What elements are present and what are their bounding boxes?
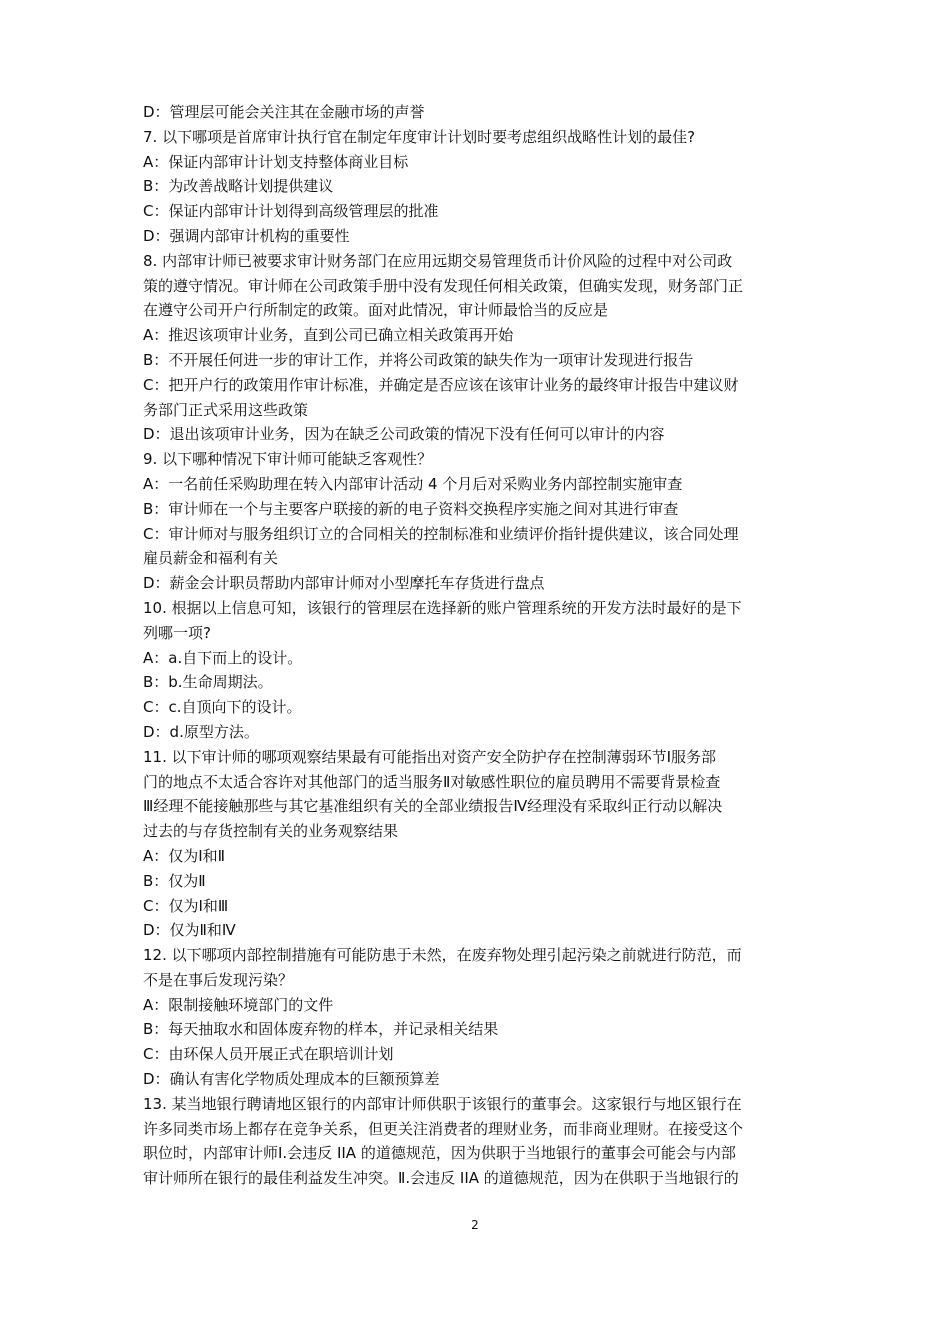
text-line: 许多同类市场上都存在竞争关系，但更关注消费者的理财业务，而非商业理财。在接受这个	[143, 1119, 744, 1138]
text-line: A：推迟该项审计业务，直到公司已确立相关政策再开始	[143, 326, 514, 345]
text-line: B：不开展任何进一步的审计工作，并将公司政策的缺失作为一项审计发现进行报告	[143, 350, 694, 369]
text-line: B：仅为Ⅱ	[143, 871, 206, 890]
text-line: Ⅲ经理不能接触那些与其它基准组织有关的全部业绩报告Ⅳ经理没有采取纠正行动以解决	[143, 797, 723, 816]
text-line: C：由环保人员开展正式在职培训计划	[143, 1045, 394, 1064]
text-line: 12. 以下哪项内部控制措施有可能防患于未然，在废弃物处理引起污染之前就进行防范，而	[143, 946, 742, 965]
text-line: 在遵守公司开户行所制定的政策。面对此情况，审计师最恰当的反应是	[143, 301, 609, 320]
text-line: D：薪金会计职员帮助内部审计师对小型摩托车存货进行盘点	[143, 574, 545, 593]
text-line: C：c.自顶向下的设计。	[143, 698, 302, 717]
text-line: 13. 某当地银行聘请地区银行的内部审计师供职于该银行的董事会。这家银行与地区银行在	[143, 1094, 742, 1113]
page-number: 2	[471, 1218, 479, 1232]
text-line: B：b.生命周期法。	[143, 673, 273, 692]
text-line: D：d.原型方法。	[143, 722, 259, 741]
text-line: D：仅为Ⅱ和Ⅳ	[143, 921, 236, 940]
text-line: 10. 根据以上信息可知，该银行的管理层在选择新的账户管理系统的开发方法时最好的是下	[143, 598, 742, 617]
text-line: C：审计师对与服务组织订立的合同相关的控制标准和业绩评价指针提供建议，该合同处理	[143, 524, 739, 543]
text-line: B：每天抽取水和固体废弃物的样本，并记录相关结果	[143, 1020, 499, 1039]
document-body	[143, 100, 815, 1191]
text-line: 8. 内部审计师已被要求审计财务部门在应用远期交易管理货币计价风险的过程中对公司政	[143, 251, 733, 270]
text-line: 雇员薪金和福利有关	[143, 549, 279, 568]
text-line: C：保证内部审计计划得到高级管理层的批准	[143, 202, 439, 221]
text-line: B：审计师在一个与主要客户联接的新的电子资料交换程序实施之间对其进行审查	[143, 499, 679, 518]
text-line: 门的地点不太适合容许对其他部门的适当服务Ⅱ对敏感性职位的雇员聘用不需要背景检查	[143, 772, 721, 791]
text-line: 9. 以下哪种情况下审计师可能缺乏客观性？	[143, 450, 433, 469]
text-line: D：退出该项审计业务，因为在缺乏公司政策的情况下没有任何可以审计的内容	[143, 425, 665, 444]
text-line: 务部门正式采用这些政策	[143, 400, 309, 419]
text-line: C：仅为Ⅰ和Ⅲ	[143, 896, 229, 915]
text-line: A：a.自下而上的设计。	[143, 648, 303, 667]
text-line: 11. 以下审计师的哪项观察结果最有可能指出对资产安全防护存在控制薄弱环节Ⅰ服务部	[143, 747, 717, 766]
text-line: 职位时，内部审计师Ⅰ.会违反 IIA 的道德规范，因为供职于当地银行的董事会可能会与内部	[143, 1144, 736, 1163]
text-line: D：强调内部审计机构的重要性	[143, 226, 350, 245]
text-line: 不是在事后发现污染？	[143, 970, 294, 989]
text-line: A：仅为Ⅰ和Ⅱ	[143, 846, 226, 865]
text-line: A：一名前任采购助理在转入内部审计活动 4 个月后对采购业务内部控制实施审查	[143, 474, 683, 493]
text-line: A：限制接触环境部门的文件	[143, 995, 334, 1014]
text-line: 审计师所在银行的最佳利益发生冲突。Ⅱ.会违反 IIA 的道德规范，因为在供职于当地银行的	[143, 1169, 739, 1188]
text-line: D：管理层可能会关注其在金融市场的声誉	[143, 103, 425, 121]
text-line: D：确认有害化学物质处理成本的巨额预算差	[143, 1070, 440, 1089]
text-line: 策的遵守情况。审计师在公司政策手册中没有发现任何相关政策，但确实发现，财务部门正	[143, 276, 744, 295]
text-line: C：把开户行的政策用作审计标准，并确定是否应该在该审计业务的最终审计报告中建议财	[143, 375, 739, 394]
text-line: 过去的与存货控制有关的业务观察结果	[143, 822, 399, 841]
text-line: B：为改善战略计划提供建议	[143, 177, 334, 196]
text-line: 7. 以下哪项是首席审计执行官在制定年度审计计划时要考虑组织战略性计划的最佳?	[143, 127, 696, 146]
text-line: 列哪一项?	[143, 623, 211, 642]
text-line: A：保证内部审计计划支持整体商业目标	[143, 152, 409, 171]
